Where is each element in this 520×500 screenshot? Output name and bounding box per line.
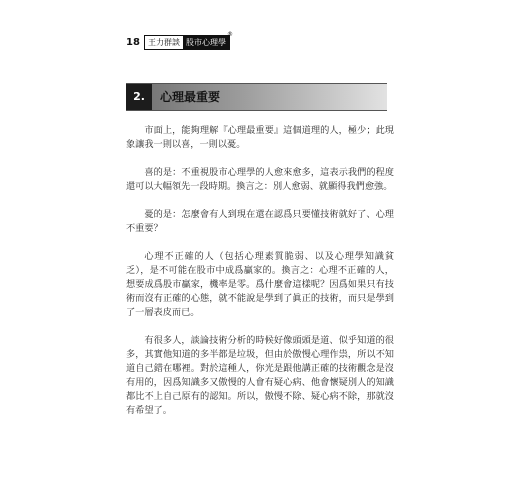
paragraph-4: 心理不正確的人（包括心理素質脆弱、以及心理學知識貧乏），是不可能在股市中成爲贏家的。換言之：心理不正確的人，想要成爲股市贏家，機率是零。爲什麼會這樣呢？因爲如果只有技術而沒有正確的心態，就不能說是學到了眞正的技術，而只是學到了一層表皮而已。 [126, 251, 394, 318]
series-name: 股市心理學 [183, 36, 229, 49]
section-title: 心理最重要 [160, 90, 221, 104]
section-header [126, 83, 387, 111]
series-publisher: 王力群談 [145, 36, 183, 49]
paragraph-2: 喜的是：不重視股市心理學的人愈來愈多，這表示我們的程度還可以大幅領先一段時期。換言之：別人愈弱、就顯得我們愈強。 [126, 167, 394, 192]
paragraph-1: 市面上，能夠理解『心理最重要』這個道理的人，極少；此現象讓我一則以喜，一則以憂。 [126, 125, 394, 150]
section-number: 2. [126, 84, 152, 110]
page-number: 18 [126, 37, 140, 48]
body-text [126, 124, 394, 432]
paragraph-5: 有很多人，談論技術分析的時候好像頭頭是道、似乎知道的很多，其實他知道的多半都是垃圾，但由於傲慢心理作祟，所以不知道自己錯在哪裡。對於這種人，你光是跟他講正確的技術觀念是沒有用的，因爲知識多又傲慢的人會有疑心病、他會懷疑別人的知識都比不上自己原有的認知。所以，傲慢不除、疑心病不除，那就沒有希望了。 [126, 335, 394, 416]
paragraph-3: 憂的是：怎麼會有人到現在還在認爲只要懂技術就好了、心理不重要？ [126, 209, 394, 234]
registered-mark: ® [227, 31, 233, 38]
series-label [144, 35, 230, 50]
